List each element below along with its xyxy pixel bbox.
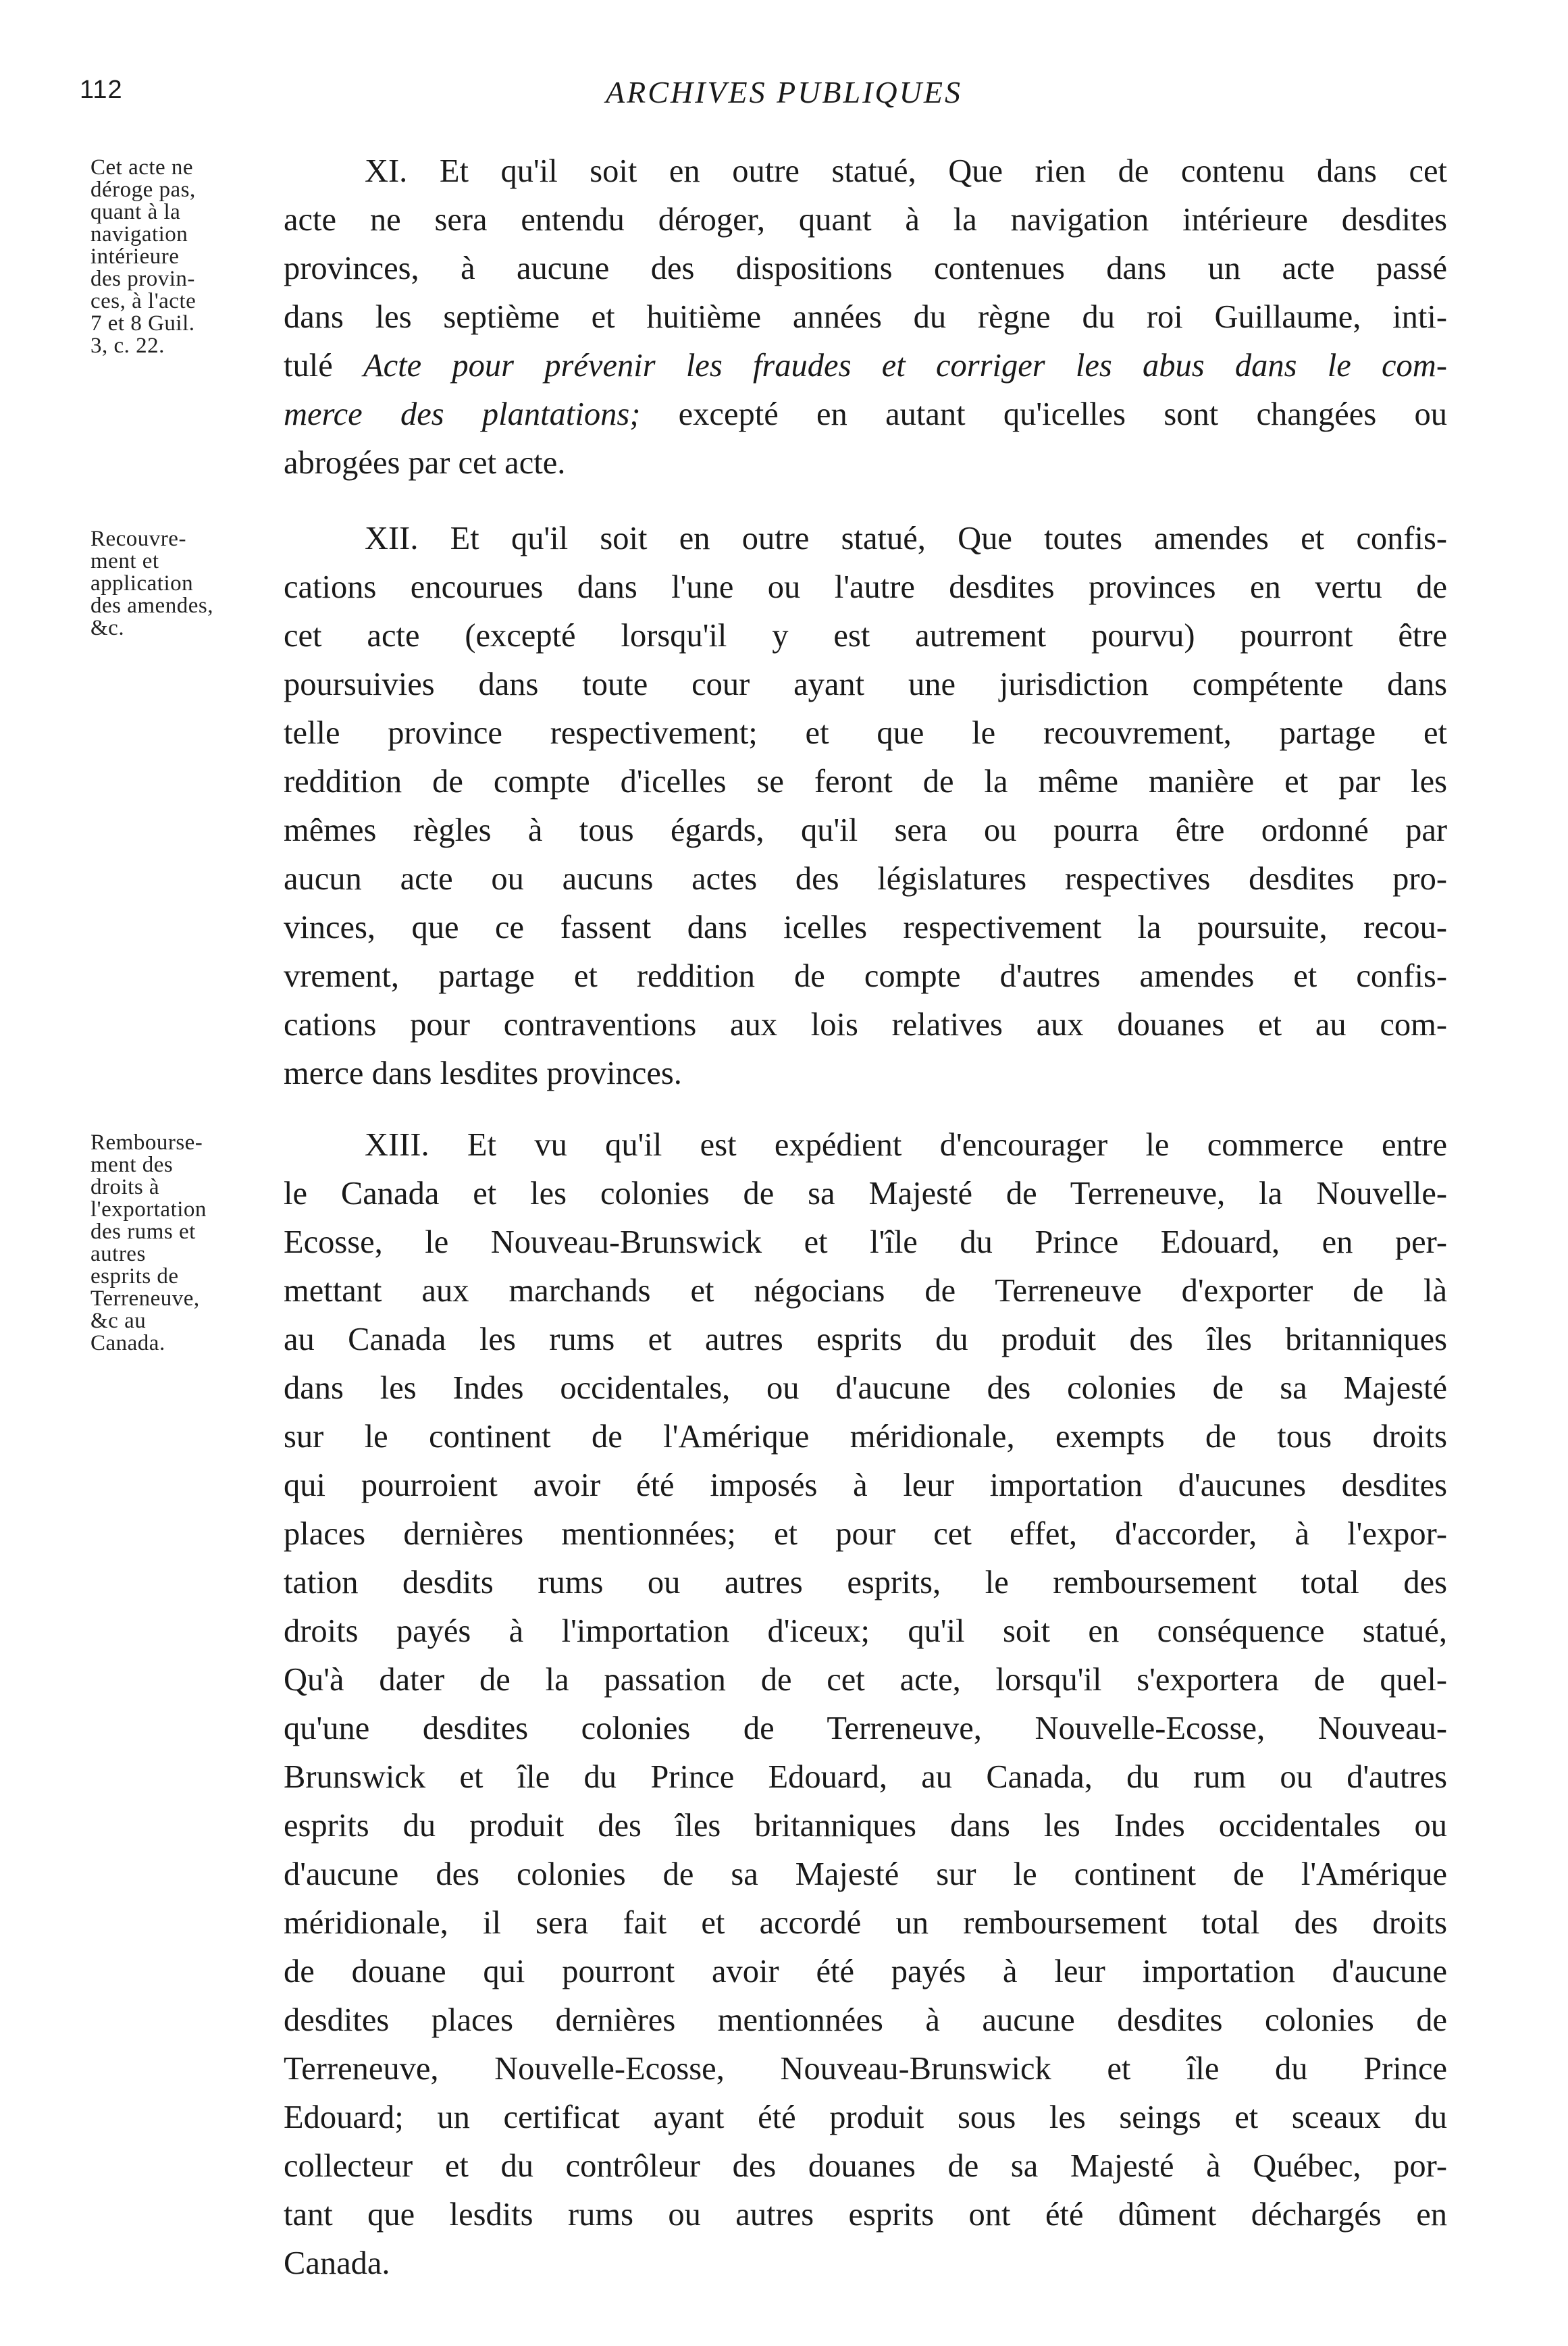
text-line: merce dans lesdites provinces.	[284, 1055, 682, 1091]
text-line: mettant aux marchands et négocians de Terreneuve d'exporter de là	[284, 1273, 1447, 1309]
text-line: cet acte (excepté lorsqu'il y est autrement pourvu) pourront être	[284, 618, 1447, 654]
margin-note-line: Cet acte ne	[90, 155, 194, 180]
margin-note-line: Rembourse-	[90, 1130, 203, 1155]
text-line: collecteur et du contrôleur des douanes de sa Majesté à Québec, por-	[284, 2148, 1447, 2184]
margin-note-line: &c.	[90, 616, 125, 640]
margin-note-xi	[90, 157, 293, 357]
italic-title: merce des plantations;	[284, 396, 641, 432]
text-line: XI. Et qu'il soit en outre statué, Que rien de contenu dans cet	[365, 153, 1447, 189]
text-line: dans les septième et huitième années du règne du roi Guillaume, inti-	[284, 299, 1447, 335]
margin-note-line: 3, c. 22.	[90, 334, 165, 358]
text-line: esprits du produit des îles britanniques dans les Indes occidentales ou	[284, 1808, 1447, 1844]
article-text-xi	[284, 147, 1447, 488]
text-line: abrogées par cet acte.	[284, 445, 566, 481]
margin-note-line: navigation	[90, 222, 188, 246]
text-line: Canada.	[284, 2245, 390, 2281]
text-line: XIII. Et vu qu'il est expédient d'encourager le commerce entre	[365, 1127, 1447, 1163]
text-line: le Canada et les colonies de sa Majesté de Terreneuve, la Nouvelle-	[284, 1176, 1447, 1211]
text-line: Edouard; un certificat ayant été produit sous les seings et sceaux du	[284, 2100, 1447, 2135]
text-line: qui pourroient avoir été imposés à leur importation d'aucunes desdites	[284, 1467, 1447, 1503]
text-line: desdites places dernières mentionnées à aucune desdites colonies de	[284, 2002, 1447, 2038]
text-line: mêmes règles à tous égards, qu'il sera ou pourra être ordonné par	[284, 812, 1447, 848]
text-line: au Canada les rums et autres esprits du produit des îles britanniques	[284, 1322, 1447, 1357]
text-line: sur le continent de l'Amérique méridionale, exempts de tous droits	[284, 1419, 1447, 1455]
text-line: vinces, que ce fassent dans icelles respectivement la poursuite, recou-	[284, 910, 1447, 945]
margin-note-line: des amendes,	[90, 594, 213, 618]
margin-note-line: ces, à l'acte	[90, 289, 197, 313]
margin-note-line: &c au	[90, 1309, 147, 1333]
text-line: tation desdits rums ou autres esprits, le remboursement total des	[284, 1565, 1447, 1600]
text-line: cations encourues dans l'une ou l'autre desdites provinces en vertu de	[284, 569, 1447, 605]
text-line: dans les Indes occidentales, ou d'aucune des colonies de sa Majesté	[284, 1370, 1447, 1406]
text-line: de douane qui pourront avoir été payés à leur importation d'aucune	[284, 1954, 1447, 1989]
margin-note-line: l'exportation	[90, 1197, 207, 1222]
text-line: vrement, partage et reddition de compte d'autres amendes et confis-	[284, 958, 1447, 994]
running-head: ARCHIVES PUBLIQUES	[606, 75, 962, 109]
text-line: telle province respectivement; et que le recouvrement, partage et	[284, 715, 1447, 751]
text-line: aucun acte ou aucuns actes des législatures respectives desdites pro-	[284, 861, 1447, 897]
margin-note-line: ment des	[90, 1153, 174, 1177]
margin-note-line: droits à	[90, 1175, 160, 1199]
text-line: tulé Acte pour prévenir les fraudes et corriger les abus dans le com-	[284, 348, 1447, 384]
text-line: cations pour contraventions aux lois relatives aux douanes et au com-	[284, 1007, 1447, 1043]
text-line: méridionale, il sera fait et accordé un remboursement total des droits	[284, 1905, 1447, 1941]
margin-note-line: quant à la	[90, 200, 181, 224]
italic-title: Acte pour prévenir les fraudes et corriger les abus dans le com-	[363, 348, 1447, 384]
text-line: reddition de compte d'icelles se feront de la même manière et par les	[284, 764, 1447, 800]
text-line: droits payés à l'importation d'iceux; qu'il soit en conséquence statué,	[284, 1613, 1447, 1649]
text-line: Qu'à dater de la passation de cet acte, lorsqu'il s'exportera de quel-	[284, 1662, 1447, 1698]
text-line: acte ne sera entendu déroger, quant à la navigation intérieure desdites	[284, 202, 1447, 238]
margin-note-line: esprits de	[90, 1264, 179, 1288]
text-line: Brunswick et île du Prince Edouard, au Canada, du rum ou d'autres	[284, 1759, 1447, 1795]
margin-note-xiii	[90, 1132, 293, 1355]
margin-note-line: des rums et	[90, 1220, 196, 1244]
margin-note-line: Recouvre-	[90, 527, 186, 551]
margin-note-line: Canada.	[90, 1331, 165, 1355]
text-line: XII. Et qu'il soit en outre statué, Que toutes amendes et confis-	[365, 521, 1447, 556]
margin-note-line: application	[90, 571, 194, 596]
article-text-xiii	[284, 1121, 1447, 2288]
margin-note-line: intérieure	[90, 244, 180, 269]
article-text-xii	[284, 515, 1447, 1098]
text-line: Terreneuve, Nouvelle-Ecosse, Nouveau-Brunswick et île du Prince	[284, 2051, 1447, 2087]
margin-note-line: des provin-	[90, 267, 195, 291]
text-line: places dernières mentionnées; et pour cet effet, d'accorder, à l'expor-	[284, 1516, 1447, 1552]
margin-note-line: Terreneuve,	[90, 1286, 200, 1311]
text-line: qu'une desdites colonies de Terreneuve, Nouvelle-Ecosse, Nouveau-	[284, 1711, 1447, 1746]
margin-note-line: 7 et 8 Guil.	[90, 311, 195, 336]
margin-note-line: autres	[90, 1242, 146, 1266]
text-line: merce des plantations; excepté en autant qu'icelles sont changées ou	[284, 396, 1447, 432]
text-line: Ecosse, le Nouveau-Brunswick et l'île du Prince Edouard, en per-	[284, 1224, 1447, 1260]
text-line: provinces, à aucune des dispositions contenues dans un acte passé	[284, 251, 1447, 286]
margin-note-line: déroge pas,	[90, 178, 196, 202]
text-line: tant que lesdits rums ou autres esprits ont été dûment déchargés en	[284, 2197, 1447, 2233]
text-line: poursuivies dans toute cour ayant une jurisdiction compétente dans	[284, 667, 1447, 702]
margin-note-line: ment et	[90, 549, 159, 573]
page-number: 112	[80, 76, 123, 104]
margin-note-xii	[90, 528, 293, 640]
text-line: d'aucune des colonies de sa Majesté sur le continent de l'Amérique	[284, 1856, 1447, 1892]
